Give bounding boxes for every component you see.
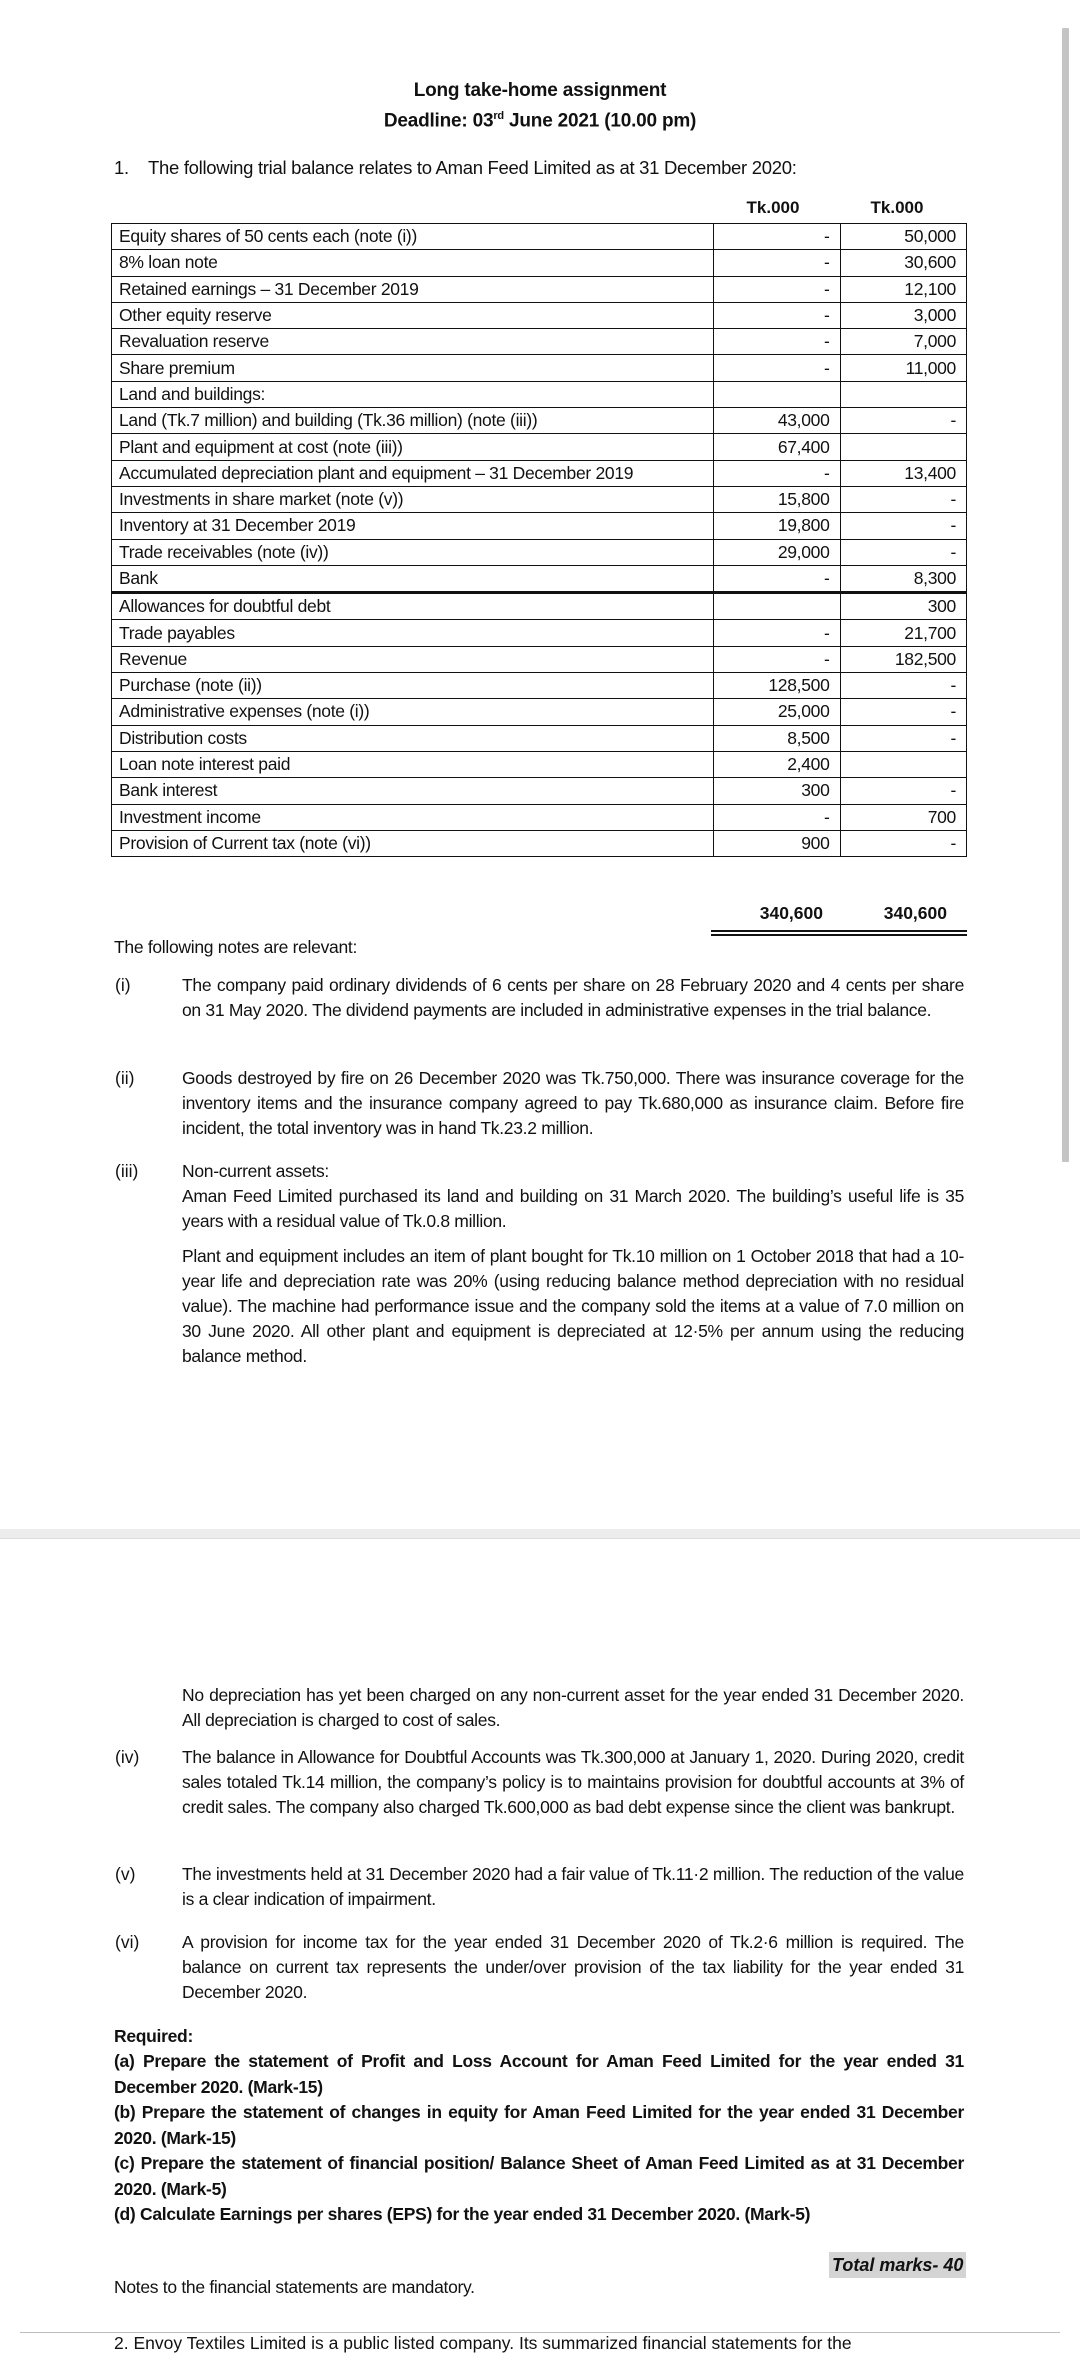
note-iii-depreciation: No depreciation has yet been charged on any non-current asset for the year ended 31 December 2020. All depreciation is charged to cost of sales. xyxy=(182,1685,964,1730)
row-description: Other equity reserve xyxy=(112,302,714,328)
row-description: Equity shares of 50 cents each (note (i)) xyxy=(112,224,714,250)
row-description: Distribution costs xyxy=(112,725,714,751)
row-credit: - xyxy=(840,830,966,856)
row-debit: - xyxy=(714,302,840,328)
total-marks-badge: Total marks- 40 xyxy=(829,2252,966,2278)
row-description: Retained earnings – 31 December 2019 xyxy=(112,276,714,302)
note-label-iv: (iv) xyxy=(115,1747,140,1767)
note-label-v: (v) xyxy=(115,1864,136,1884)
row-description: Purchase (note (ii)) xyxy=(112,673,714,699)
deadline xyxy=(0,110,1080,132)
table-row xyxy=(112,565,967,592)
note-iii-heading: Non-current assets: xyxy=(182,1161,329,1181)
row-debit: 29,000 xyxy=(714,539,840,565)
row-credit: 3,000 xyxy=(840,302,966,328)
row-debit xyxy=(714,593,840,620)
row-debit: - xyxy=(714,646,840,672)
note-iii-land-building: Aman Feed Limited purchased its land and building on 31 March 2020. The building’s useful life is 35 years with a residual value of Tk.0.8 million. xyxy=(182,1186,964,1231)
row-debit: 2,400 xyxy=(714,751,840,777)
question-2-text: 2. Envoy Textiles Limited is a public listed company. Its summarized financial statements for the xyxy=(114,2333,852,2353)
row-debit: 67,400 xyxy=(714,434,840,460)
row-debit: - xyxy=(714,329,840,355)
table-row xyxy=(112,276,967,302)
trial-balance-table xyxy=(111,223,967,857)
row-description: Trade receivables (note (iv)) xyxy=(112,539,714,565)
row-credit: - xyxy=(840,699,966,725)
question-2-clipped xyxy=(114,2333,852,2353)
row-debit: - xyxy=(714,804,840,830)
row-description: Provision of Current tax (note (vi)) xyxy=(112,830,714,856)
table-row xyxy=(112,593,967,620)
row-debit: 300 xyxy=(714,778,840,804)
table-row xyxy=(112,646,967,672)
question-1-intro xyxy=(114,157,797,179)
row-credit: 7,000 xyxy=(840,329,966,355)
row-description: Share premium xyxy=(112,355,714,381)
row-debit: 900 xyxy=(714,830,840,856)
question-intro-text: The following trial balance relates to Aman Feed Limited as at 31 December 2020: xyxy=(148,157,797,178)
table-row xyxy=(112,355,967,381)
row-description: Bank xyxy=(112,565,714,592)
table-row xyxy=(112,751,967,777)
table-row xyxy=(112,434,967,460)
row-debit: - xyxy=(714,224,840,250)
note-iii-plant-equipment: Plant and equipment includes an item of plant bought for Tk.10 million on 1 October 2018 that had a 10-year life and depreciation rate was 20% (using reducing balance method depreciation with no residual value). The machine had performance issue and the company sold the items at a value of 7.0 million on 30 June 2020. All other plant and equipment is depreciated at 12·5% per annum using the reducing balance method. xyxy=(182,1246,964,1366)
document-title: Long take-home assignment xyxy=(413,80,667,101)
note-ii-text: Goods destroyed by fire on 26 December 2020 was Tk.750,000. There was insurance coverage for the inventory items and the insurance company agreed to pay Tk.680,000 as insurance claim. Before fire incident, the total inventory was in hand Tk.23.2 million. xyxy=(182,1068,964,1138)
row-credit: 21,700 xyxy=(840,620,966,646)
row-credit: 13,400 xyxy=(840,460,966,486)
row-debit: - xyxy=(714,460,840,486)
table-row xyxy=(112,408,967,434)
table-row xyxy=(112,460,967,486)
required-item-c: (c) Prepare the statement of financial position/ Balance Sheet of Aman Feed Limited as at 31 December 2020. (Mark-5) xyxy=(114,2153,964,2199)
note-iv-text: The balance in Allowance for Doubtful Accounts was Tk.300,000 at January 1, 2020. During 2020, credit sales totaled Tk.14 million, the company’s policy is to maintains provision for doubtful accounts at 3% of credit sales. The company also charged Tk.600,000 as bad debt expense since the client was bankrupt. xyxy=(182,1747,964,1817)
row-debit xyxy=(714,381,840,407)
row-description: Bank interest xyxy=(112,778,714,804)
required-item-a: (a) Prepare the statement of Profit and Loss Account for Aman Feed Limited for the year ended 31 December 2020. (Mark-15) xyxy=(114,2051,964,2097)
row-credit: 12,100 xyxy=(840,276,966,302)
note-vi-text: A provision for income tax for the year ended 31 December 2020 of Tk.2·6 million is required. The balance on current tax represents the under/over provision of the tax liability for the year ended 31 December 2020. xyxy=(182,1932,964,2002)
note-label-vi: (vi) xyxy=(115,1932,140,1952)
row-description: Investments in share market (note (v)) xyxy=(112,486,714,512)
row-description: Inventory at 31 December 2019 xyxy=(112,513,714,539)
row-description: Land and buildings: xyxy=(112,381,714,407)
row-credit: 700 xyxy=(840,804,966,830)
table-row xyxy=(112,224,967,250)
deadline-suffix: June 2021 (10.00 pm) xyxy=(503,110,697,132)
table-row xyxy=(112,778,967,804)
row-debit: - xyxy=(714,276,840,302)
notes-intro: The following notes are relevant: xyxy=(114,937,358,957)
row-description: Administrative expenses (note (i)) xyxy=(112,699,714,725)
row-debit: - xyxy=(714,565,840,592)
note-label-i: (i) xyxy=(115,975,131,995)
row-credit xyxy=(840,434,966,460)
table-row xyxy=(112,250,967,276)
total-credit: 340,600 xyxy=(883,903,947,923)
table-row xyxy=(112,513,967,539)
row-credit: - xyxy=(840,778,966,804)
question-number: 1. xyxy=(114,157,129,178)
required-heading: Required: xyxy=(114,2026,193,2046)
row-description: Investment income xyxy=(112,804,714,830)
column-header-debit: Tk.000 xyxy=(746,198,800,217)
row-debit: 43,000 xyxy=(714,408,840,434)
row-debit: 128,500 xyxy=(714,673,840,699)
row-description: Revenue xyxy=(112,646,714,672)
note-v-text: The investments held at 31 December 2020 had a fair value of Tk.11·2 million. The reduction of the value is a clear indication of impairment. xyxy=(182,1864,964,1909)
vertical-scrollbar-thumb[interactable] xyxy=(1062,28,1069,1162)
row-debit: - xyxy=(714,250,840,276)
row-credit: 8,300 xyxy=(840,565,966,592)
row-credit: - xyxy=(840,539,966,565)
total-debit: 340,600 xyxy=(759,903,823,923)
table-row xyxy=(112,539,967,565)
row-credit xyxy=(840,751,966,777)
note-label-ii: (ii) xyxy=(115,1068,135,1088)
row-credit: 182,500 xyxy=(840,646,966,672)
column-header-credit: Tk.000 xyxy=(870,198,924,217)
row-credit: - xyxy=(840,725,966,751)
note-label-iii: (iii) xyxy=(115,1161,139,1181)
required-item-d: (d) Calculate Earnings per shares (EPS) for the year ended 31 December 2020. (Mark-5) xyxy=(114,2204,811,2224)
row-credit: - xyxy=(840,408,966,434)
row-credit xyxy=(840,381,966,407)
row-credit: 30,600 xyxy=(840,250,966,276)
row-credit: - xyxy=(840,513,966,539)
deadline-prefix: Deadline: 03 xyxy=(383,110,494,132)
row-credit: 50,000 xyxy=(840,224,966,250)
row-description: Land (Tk.7 million) and building (Tk.36 million) (note (iii)) xyxy=(112,408,714,434)
table-row xyxy=(112,620,967,646)
table-row xyxy=(112,486,967,512)
row-description: 8% loan note xyxy=(112,250,714,276)
required-item-b: (b) Prepare the statement of changes in equity for Aman Feed Limited for the year ended 31 December 2020. (Mark-15) xyxy=(114,2102,964,2148)
table-row xyxy=(112,725,967,751)
note-i-text: The company paid ordinary dividends of 6 cents per share on 28 February 2020 and 4 cents per share on 31 May 2020. The dividend payments are included in administrative expenses in the trial balance. xyxy=(182,975,964,1020)
table-row xyxy=(112,673,967,699)
table-row xyxy=(112,830,967,856)
row-debit: - xyxy=(714,620,840,646)
row-description: Loan note interest paid xyxy=(112,751,714,777)
row-debit: 15,800 xyxy=(714,486,840,512)
row-description: Allowances for doubtful debt xyxy=(112,593,714,620)
row-credit: - xyxy=(840,486,966,512)
row-description: Trade payables xyxy=(112,620,714,646)
row-credit: 300 xyxy=(840,593,966,620)
deadline-superscript: rd xyxy=(493,110,504,122)
table-row xyxy=(112,329,967,355)
table-row xyxy=(112,699,967,725)
page-separator xyxy=(0,1529,1080,1539)
table-row xyxy=(112,381,967,407)
row-debit: 8,500 xyxy=(714,725,840,751)
row-credit: 11,000 xyxy=(840,355,966,381)
row-description: Accumulated depreciation plant and equipment – 31 December 2019 xyxy=(112,460,714,486)
row-debit: 25,000 xyxy=(714,699,840,725)
table-row xyxy=(112,804,967,830)
footer-note: Notes to the financial statements are mandatory. xyxy=(114,2277,475,2297)
row-debit: 19,800 xyxy=(714,513,840,539)
page-2 xyxy=(0,1539,1080,2340)
row-description: Plant and equipment at cost (note (iii)) xyxy=(112,434,714,460)
table-row xyxy=(112,302,967,328)
totals-double-underline xyxy=(711,930,967,936)
row-description: Revaluation reserve xyxy=(112,329,714,355)
row-debit: - xyxy=(714,355,840,381)
row-credit: - xyxy=(840,673,966,699)
